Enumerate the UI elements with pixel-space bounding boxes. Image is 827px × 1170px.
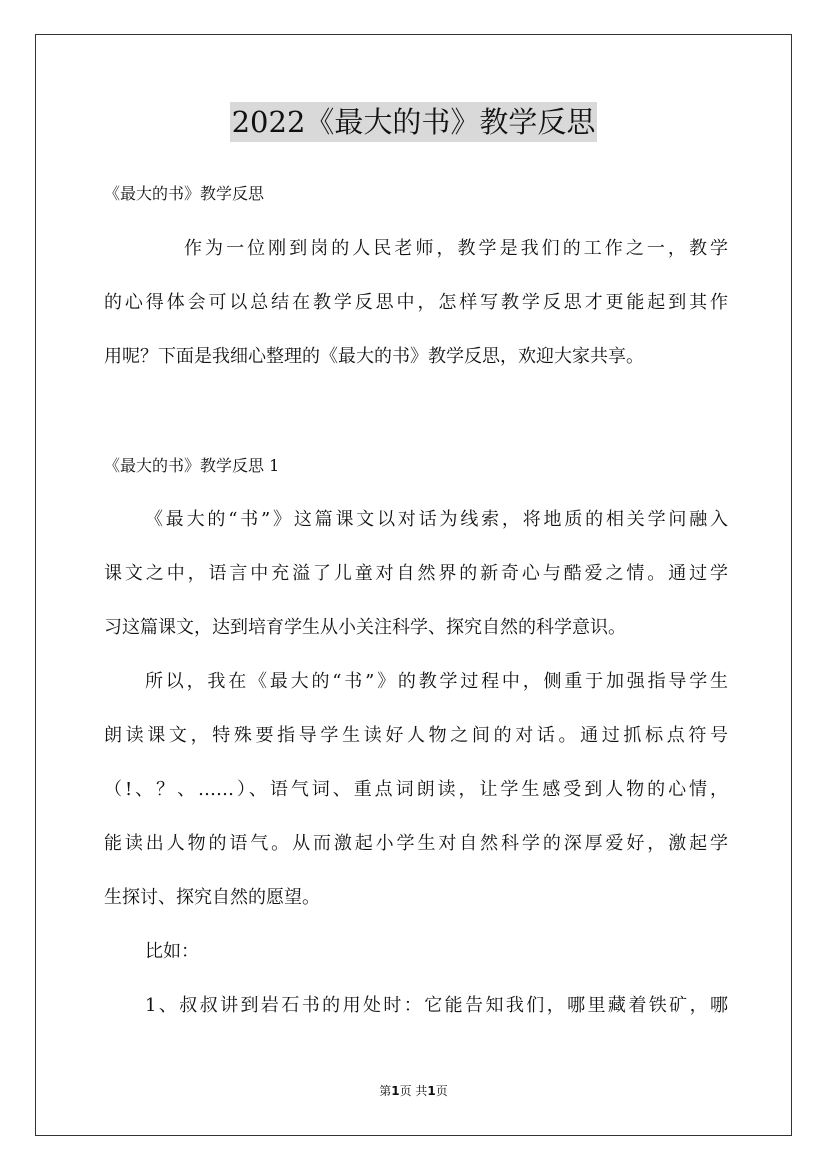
document-title: 2022《最大的书》教学反思 <box>230 102 598 142</box>
footer-page-suffix: 页 <box>435 1084 448 1098</box>
para4-line-1: 1、叔叔讲到岩石书的用处时：它能告知我们，哪里藏着铁矿，哪 <box>145 995 728 1016</box>
page-footer <box>0 1083 827 1099</box>
para2-line-3: （!、？、……）、语气词、重点词朗读，让学生感受到人物的心情， <box>104 779 728 800</box>
section-heading: 《最大的书》教学反思 1 <box>104 456 280 475</box>
para2-line-2: 朗读课文，特殊要指导学生读好人物之间的对话。通过抓标点符号 <box>104 725 728 746</box>
para2-line-5: 生探讨、探究自然的愿望。 <box>104 887 320 908</box>
para2-line-4: 能读出人物的语气。从而激起小学生对自然科学的深厚爱好，激起学 <box>104 833 728 854</box>
intro-line-2: 的心得体会可以总结在教学反思中，怎样写教学反思才更能起到其作 <box>104 292 728 313</box>
subtitle: 《最大的书》教学反思 <box>104 184 265 203</box>
intro-line-3: 用呢？下面是我细心整理的《最大的书》教学反思，欢迎大家共享。 <box>104 346 644 367</box>
footer-page-total: 1 <box>427 1084 436 1098</box>
para1-line-3: 习这篇课文，达到培育学生从小关注科学、探究自然的科学意识。 <box>104 617 626 638</box>
para1-line-2: 课文之中，语言中充溢了儿童对自然界的新奇心与酷爱之情。通过学 <box>104 563 728 584</box>
footer-page-prefix: 第 <box>379 1084 392 1098</box>
para2-line-1: 所以，我在《最大的“书”》的教学过程中，侧重于加强指导学生 <box>145 671 728 692</box>
para3-line: 比如： <box>145 941 199 962</box>
footer-page-mid: 页 共 <box>399 1084 428 1098</box>
intro-line-1: 作为一位刚到岗的人民老师，教学是我们的工作之一，教学 <box>184 238 728 259</box>
footer-page-current: 1 <box>391 1084 400 1098</box>
para1-line-1: 《最大的“书”》这篇课文以对话为线索，将地质的相关学问融入 <box>145 509 728 530</box>
title-container <box>0 102 827 142</box>
